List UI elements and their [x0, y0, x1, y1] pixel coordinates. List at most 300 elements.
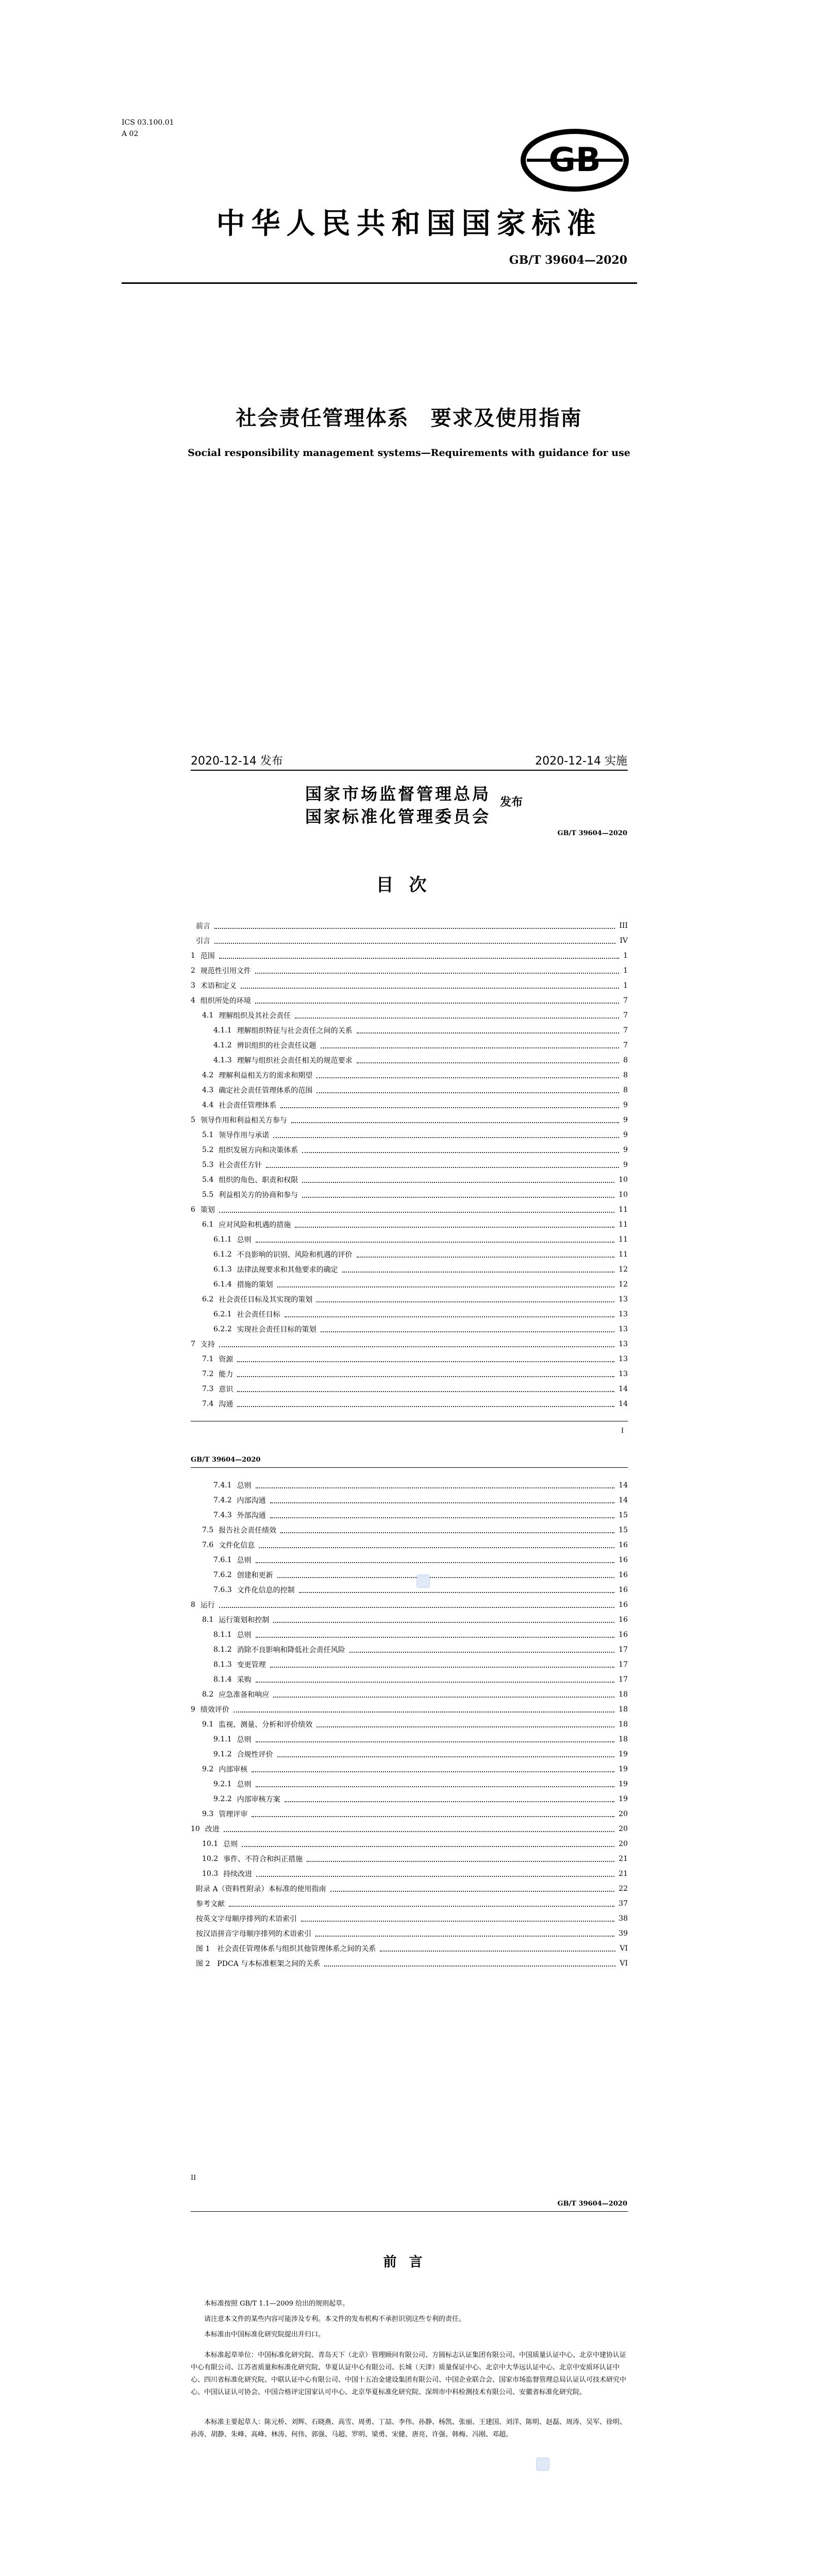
toc-entry-page: 7 [623, 996, 628, 1005]
toc-entry[interactable] [191, 1173, 628, 1187]
toc-leader-dots [285, 1311, 615, 1317]
standard-title: 中华人民共和国国家标准 [216, 207, 602, 241]
toc-entry[interactable] [191, 1337, 628, 1351]
toc-leader-dots [342, 1266, 615, 1273]
toc-entry[interactable] [191, 979, 628, 992]
toc-entry[interactable] [191, 994, 628, 1007]
toc-entry[interactable] [191, 1897, 628, 1910]
toc-entry-label: 策划 [200, 1206, 215, 1214]
toc-entry[interactable] [191, 1278, 628, 1291]
toc-entry-label: 图 1 社会责任管理体系与组织其他管理体系之间的关系 [196, 1945, 376, 1953]
toc-entry-page: 39 [619, 1929, 628, 1938]
toc-entry[interactable] [191, 1218, 628, 1231]
toc-entry-label: 前言 [196, 922, 210, 930]
toc-entry-page: 7 [623, 1011, 628, 1020]
toc-entry-page: 14 [619, 1481, 628, 1489]
toc-entry-number: 6.2.2 [213, 1325, 232, 1333]
toc-entry[interactable] [191, 919, 628, 933]
toc-entry-page: 17 [619, 1660, 628, 1669]
toc-entry[interactable] [191, 1382, 628, 1396]
page-number: II [191, 2174, 196, 2182]
toc-entry-number: 4 [191, 996, 195, 1005]
toc-leader-dots [214, 923, 615, 929]
toc-entry-number: 5.3 [202, 1161, 214, 1169]
toc-entry[interactable] [191, 1248, 628, 1261]
toc-entry-number: 7.4.3 [213, 1511, 232, 1519]
foreword-title: 前言 [383, 2255, 435, 2270]
issuer-name-2: 国家标准化管理委员会 [305, 807, 491, 826]
toc-entry-page: 9 [623, 1116, 628, 1124]
issue-label: 发布 [500, 795, 523, 809]
toc-entry-number: 7.6.1 [213, 1556, 232, 1564]
toc-entry-number: 7.2 [202, 1370, 214, 1378]
toc-entry-label: 内部审核方案 [237, 1795, 280, 1804]
toc-entry-label: 引言 [196, 937, 210, 945]
toc-entry-page: 8 [623, 1056, 628, 1064]
toc-entry[interactable] [191, 1069, 628, 1082]
foreword-paragraph: 本标准由中国标准化研究院提出并归口。 [204, 2331, 325, 2338]
toc-entry-label: 总则 [237, 1781, 252, 1789]
date-divider [191, 770, 628, 771]
page-header-number: GB/T 39604—2020 [557, 829, 627, 837]
toc-entry[interactable] [191, 1583, 628, 1597]
toc-entry[interactable] [191, 1233, 628, 1246]
toc-entry-label: 理解组织特征与社会责任之间的关系 [237, 1027, 353, 1035]
toc-entry-number: 9.1.2 [213, 1750, 232, 1758]
toc-entry-number: 7.4.1 [213, 1481, 232, 1489]
toc-entry[interactable] [191, 1494, 628, 1507]
toc-leader-dots [299, 1587, 615, 1593]
toc-entry[interactable] [191, 1523, 628, 1537]
toc-entry-label: 总则 [223, 1840, 238, 1849]
toc-entry-label: 图 2 PDCA 与本标准框架之间的关系 [196, 1960, 321, 1968]
toc-leader-dots [302, 1177, 614, 1183]
toc-entry[interactable] [191, 1673, 628, 1686]
toc-leader-dots [270, 1512, 615, 1518]
toc-entry-page: 13 [619, 1370, 628, 1378]
toc-entry-page: 16 [619, 1631, 628, 1639]
toc-entry-number: 9.1.1 [213, 1735, 232, 1743]
toc-entry[interactable] [191, 1643, 628, 1656]
toc-leader-dots [237, 1371, 614, 1377]
toc-leader-dots [330, 1886, 615, 1892]
toc-leader-dots [270, 1497, 615, 1503]
gb-logo-text: GB [548, 141, 601, 179]
toc-entry-label: 绩效评价 [200, 1706, 229, 1714]
toc-entry-number: 6.1.4 [213, 1280, 232, 1289]
toc-entry[interactable] [191, 1308, 628, 1321]
toc-entry-label: 范围 [200, 952, 215, 960]
toc-entry[interactable] [191, 1867, 628, 1880]
toc-leader-dots [301, 1916, 614, 1922]
toc-entry-label: 消除不良影响和降低社会责任风险 [237, 1646, 345, 1654]
toc-entry-page: 1 [623, 967, 628, 975]
toc-entry[interactable] [191, 1598, 628, 1612]
toc-entry-number: 5.2 [202, 1146, 214, 1154]
toc-entry-number: 6.2.1 [213, 1310, 232, 1318]
toc-entry[interactable] [191, 1613, 628, 1626]
toc-entry[interactable] [191, 1882, 628, 1895]
toc-leader-dots [357, 1251, 615, 1258]
toc-entry-number: 10.1 [202, 1840, 219, 1848]
toc-entry[interactable] [191, 1658, 628, 1671]
toc-entry[interactable] [191, 1628, 628, 1641]
cover-divider [122, 282, 637, 284]
toc-entry[interactable] [191, 1912, 628, 1925]
toc-entry-page: 18 [619, 1705, 628, 1714]
toc-entry-page: 17 [619, 1646, 628, 1654]
watermark-icon [416, 1574, 430, 1588]
toc-entry-page: 11 [619, 1250, 628, 1259]
toc-entry-number: 1 [191, 952, 195, 960]
toc-entry-label: 利益相关方的协商和参与 [219, 1191, 298, 1199]
toc-entry[interactable] [191, 1762, 628, 1776]
toc-leader-dots [277, 1572, 615, 1578]
foreword-paragraph: 本标准按照 GB/T 1.1—2009 给出的规则起草。 [204, 2300, 349, 2308]
toc-entry-page: 13 [619, 1325, 628, 1333]
toc-entry-page: 18 [619, 1690, 628, 1699]
toc-entry-label: 理解与组织社会责任相关的规范要求 [237, 1057, 353, 1065]
toc-entry-label: 支持 [200, 1341, 215, 1349]
toc-entry[interactable] [191, 1852, 628, 1866]
toc-entry-page: 7 [623, 1026, 628, 1035]
toc-entry-label: 事件、不符合和纠正措施 [223, 1855, 303, 1863]
page-header-number: GB/T 39604—2020 [557, 2200, 627, 2208]
toc-leader-dots [273, 1691, 614, 1698]
toc-entry[interactable] [191, 1538, 628, 1552]
toc-leader-dots [273, 1617, 614, 1623]
toc-entry[interactable] [191, 1397, 628, 1411]
toc-entry-page: 15 [619, 1526, 628, 1534]
toc-entry[interactable] [191, 1203, 628, 1216]
toc-entry-label: 运行 [200, 1601, 215, 1609]
toc-entry[interactable] [191, 1352, 628, 1366]
toc-leader-dots [229, 1901, 614, 1907]
toc-leader-dots [277, 1281, 615, 1287]
toc-entry-number: 8.1.3 [213, 1660, 232, 1669]
toc-entry[interactable] [191, 1293, 628, 1306]
toc-leader-dots [237, 1386, 614, 1392]
toc-leader-dots [256, 1736, 615, 1742]
toc-entry[interactable] [191, 1568, 628, 1582]
toc-entry[interactable] [191, 1024, 628, 1037]
toc-entry-number: 2 [191, 967, 195, 975]
toc-entry-page: 37 [619, 1900, 628, 1908]
toc-entry-number: 10.3 [202, 1870, 219, 1878]
toc-leader-dots [280, 1527, 614, 1533]
toc-entry-label: 改进 [205, 1825, 220, 1834]
toc-entry[interactable] [191, 1688, 628, 1701]
toc-entry-page: 10 [619, 1191, 628, 1199]
toc-entry-page: 14 [619, 1400, 628, 1408]
toc-entry-page: 15 [619, 1511, 628, 1519]
toc-entry-page: 22 [619, 1885, 628, 1893]
toc-entry[interactable] [191, 949, 628, 962]
toc-leader-dots [295, 1012, 619, 1019]
toc-leader-dots [324, 1960, 615, 1967]
toc-entry-page: 1 [623, 952, 628, 960]
toc-entry-number: 8.1 [202, 1616, 214, 1624]
toc-entry-label: 意识 [219, 1385, 233, 1394]
toc-leader-dots [380, 1945, 615, 1952]
toc-entry-page: 10 [619, 1176, 628, 1184]
toc-entry-page: 13 [619, 1295, 628, 1303]
toc-entry-page: 16 [619, 1556, 628, 1564]
toc-entry-page: 21 [619, 1870, 628, 1878]
toc-leader-dots [256, 1871, 614, 1877]
toc-leader-dots [237, 1401, 614, 1407]
toc-entry-number: 6.1.3 [213, 1265, 232, 1274]
toc-entry-number: 4.1.2 [213, 1041, 232, 1049]
toc-entry-label: 报告社会责任绩效 [219, 1527, 277, 1535]
toc-entry-page: 14 [619, 1496, 628, 1504]
toc-entry[interactable] [191, 1703, 628, 1716]
toc-entry-page: 9 [623, 1131, 628, 1139]
toc-leader-dots [237, 1356, 614, 1362]
toc-entry-label: 应急准备和响应 [219, 1691, 270, 1699]
toc-entry-page: 8 [623, 1086, 628, 1094]
toc-entry-label: 附录 A（资料性附录）本标准的使用指南 [196, 1885, 326, 1893]
document-title-en: Social responsibility management systems—Requirements with guidance for use [188, 447, 630, 459]
toc-leader-dots [273, 1132, 619, 1138]
toc-entry-page: 16 [619, 1601, 628, 1609]
toc-entry-label: 社会责任管理体系 [219, 1101, 277, 1110]
toc-entry[interactable] [191, 1942, 628, 1955]
toc-entry-label: 法律法规要求和其他要求的确定 [237, 1266, 338, 1274]
toc-entry[interactable] [191, 1718, 628, 1731]
toc-leader-dots [256, 1781, 615, 1787]
toc-leader-dots [255, 968, 619, 974]
ccs-code: A 02 [122, 130, 139, 138]
toc-entry-page: 20 [619, 1810, 628, 1818]
toc-leader-dots [302, 1192, 614, 1198]
toc-entry-number: 4.3 [202, 1086, 214, 1094]
toc-leader-dots [302, 1147, 619, 1153]
toc-entry-label: 创建和更新 [237, 1571, 273, 1580]
toc-entry-page: 11 [619, 1221, 628, 1229]
toc-entry-number: 6.1 [202, 1221, 214, 1229]
toc-entry[interactable] [191, 1323, 628, 1336]
toc-entry-number: 9.1 [202, 1720, 214, 1728]
toc-entry-page: 16 [619, 1541, 628, 1549]
toc-entry[interactable] [191, 1158, 628, 1172]
toc-entry-number: 7.6.2 [213, 1571, 232, 1579]
toc-entry-label: 实现社会责任目标的策划 [237, 1326, 316, 1334]
toc-leader-dots [291, 1117, 619, 1123]
toc-entry-label: 文件化信息 [219, 1541, 255, 1550]
toc-entry[interactable] [191, 1733, 628, 1746]
foreword-paragraph: 请注意本文件的某些内容可能涉及专利。本文件的发布机构不承担识别这些专利的责任。 [204, 2315, 466, 2323]
toc-entry-page: 13 [619, 1340, 628, 1348]
toc-entry-page: 13 [619, 1355, 628, 1363]
toc-entry-label: 文件化信息的控制 [237, 1586, 295, 1595]
toc-leader-dots [255, 997, 619, 1004]
toc-leader-dots [357, 1027, 619, 1033]
toc-leader-dots [241, 982, 619, 989]
toc-entry[interactable] [191, 934, 628, 947]
toc-entry-label: 确定社会责任管理体系的范围 [219, 1087, 313, 1095]
toc-entry-number: 6.2 [202, 1295, 214, 1303]
toc-entry-label: 社会责任目标 [237, 1311, 280, 1319]
toc-entry-page: 16 [619, 1616, 628, 1624]
toc-entry[interactable] [191, 1143, 628, 1157]
toc-entry[interactable] [191, 1509, 628, 1522]
toc-leader-dots [214, 938, 615, 944]
toc-entry-page: 12 [619, 1280, 628, 1289]
toc-entry-label: 领导作用和利益相关方参与 [200, 1116, 287, 1125]
toc-entry-label: 采购 [237, 1676, 252, 1684]
toc-leader-dots [285, 1796, 615, 1802]
toc-entry-number: 5.4 [202, 1176, 214, 1184]
toc-entry-label: 不良影响的识别、风险和机遇的评价 [237, 1251, 353, 1259]
toc-entry-number: 8.1.2 [213, 1646, 232, 1654]
toc-entry-page: 14 [619, 1385, 628, 1393]
toc-entry[interactable] [191, 1054, 628, 1067]
toc-entry-page: III [619, 922, 628, 930]
toc-entry[interactable] [191, 1039, 628, 1052]
toc-entry-label: 组织所处的环境 [200, 997, 251, 1005]
toc-entry-number: 3 [191, 981, 195, 990]
toc-entry[interactable] [191, 1822, 628, 1836]
toc-entry-label: 监视、测量、分析和评价绩效 [219, 1721, 313, 1729]
toc-entry-number: 8.1.1 [213, 1631, 232, 1639]
toc-entry-label: 沟通 [219, 1400, 233, 1409]
toc-entry-label: 持续改进 [223, 1870, 253, 1878]
issuer-name-1: 国家市场监督管理总局 [305, 784, 491, 804]
toc-leader-dots [357, 1057, 619, 1063]
toc-entry-label: 管理评审 [219, 1810, 248, 1819]
toc-entry[interactable] [191, 1792, 628, 1806]
toc-leader-dots [316, 1296, 614, 1302]
toc-entry-number: 6.1.2 [213, 1250, 232, 1259]
toc-entry-page: 38 [619, 1914, 628, 1923]
toc-entry-number: 9.2.1 [213, 1780, 232, 1788]
toc-leader-dots [316, 1087, 619, 1093]
toc-entry-label: 术语和定义 [200, 982, 237, 990]
toc-entry-number: 9.2.2 [213, 1795, 232, 1803]
toc-entry[interactable] [191, 1479, 628, 1492]
toc-entry-number: 10.2 [202, 1855, 219, 1863]
toc-leader-dots [219, 1602, 614, 1608]
toc-entry[interactable] [191, 1807, 628, 1821]
toc-entry-label: 辨识组织的社会责任议题 [237, 1042, 316, 1050]
toc-entry-label: 变更管理 [237, 1661, 266, 1669]
toc-leader-dots [256, 1632, 615, 1638]
toc-entry-label: 总则 [237, 1236, 252, 1244]
toc-leader-dots [256, 1557, 615, 1563]
toc-entry-number: 4.4 [202, 1101, 214, 1109]
toc-leader-dots [219, 1207, 614, 1213]
toc-entry-number: 7.3 [202, 1385, 214, 1393]
toc-entry-number: 7.6 [202, 1541, 214, 1549]
toc-entry[interactable] [191, 1128, 628, 1142]
toc-entry-page: 8 [623, 1071, 628, 1079]
toc-entry-page: IV [620, 937, 628, 945]
toc-entry-label: 组织的角色、职责和权限 [219, 1176, 298, 1184]
toc-entry-page: 13 [619, 1310, 628, 1318]
toc-leader-dots [315, 1930, 614, 1937]
toc-entry-page: 19 [619, 1765, 628, 1773]
toc-entry-label: 规范性引用文件 [200, 967, 251, 975]
toc-entry-number: 4.2 [202, 1071, 214, 1079]
toc-entry-label: 能力 [219, 1370, 233, 1379]
toc-entry-label: 措施的策划 [237, 1281, 273, 1289]
toc-entry-page: 1 [623, 981, 628, 990]
toc-entry[interactable] [191, 1748, 628, 1761]
toc-entry-page: 21 [619, 1855, 628, 1863]
toc-entry[interactable] [191, 1263, 628, 1276]
toc-entry-number: 4.1.3 [213, 1056, 232, 1064]
toc-entry-label: 总则 [237, 1482, 252, 1490]
toc-entry[interactable] [191, 1083, 628, 1097]
toc-leader-dots [307, 1856, 614, 1862]
toc-entry-label: 总则 [237, 1556, 252, 1565]
toc-entry-number: 5.1 [202, 1131, 214, 1139]
toc-entry[interactable] [191, 1367, 628, 1381]
toc-entry[interactable] [191, 1553, 628, 1567]
toc-leader-dots [349, 1647, 615, 1653]
toc-leader-dots [219, 953, 619, 959]
toc-entry-number: 9.2 [202, 1765, 214, 1773]
toc-entry-label: 领导作用与承诺 [219, 1131, 270, 1140]
toc-entry-label: 内部沟通 [237, 1497, 266, 1505]
toc-leader-dots [224, 1826, 614, 1832]
toc-entry-page: VI [620, 1959, 628, 1968]
toc-entry[interactable] [191, 1009, 628, 1022]
page-number: I [621, 1427, 624, 1435]
foreword-paragraph: 本标准主要起草人：陈元桥、刘辉、石晓燕、高雪、周勇、丁喆、李伟、孙静、杨凯、张丽、王建国、刘洋、陈明、赵磊、周涛、吴军、徐明、孙涛、胡静、朱峰、高峰、林涛、何伟、郭强、马超、罗明、梁勇、宋健、唐亮、许强、韩梅、冯刚、邓超。 [191, 2418, 627, 2438]
toc-entry-label: 外部沟通 [237, 1512, 266, 1520]
toc-entry-number: 5.5 [202, 1191, 214, 1199]
toc-entry-number: 7.5 [202, 1526, 214, 1534]
toc-entry-page: 7 [623, 1041, 628, 1049]
toc-entry-page: 16 [619, 1586, 628, 1594]
toc-entry-page: 9 [623, 1146, 628, 1154]
ics-code: ICS 03.100.01 [122, 118, 174, 127]
toc-entry-label: 理解利益相关方的需求和期望 [219, 1072, 313, 1080]
toc-leader-dots [233, 1706, 614, 1713]
toc-entry-label: 合规性评价 [237, 1751, 273, 1759]
toc-leader-dots [259, 1542, 614, 1548]
document-title-cn: 社会责任管理体系 要求及使用指南 [236, 406, 582, 430]
toc-leader-dots [270, 1662, 615, 1668]
toc-entry-number: 8.2 [202, 1690, 214, 1699]
toc-entry[interactable] [191, 1188, 628, 1201]
toc-entry-label: 社会责任方针 [219, 1161, 262, 1170]
toc-entry[interactable] [191, 1927, 628, 1940]
toc-entry-number: 8 [191, 1601, 195, 1609]
standard-number: GB/T 39604—2020 [509, 253, 627, 267]
toc-entry[interactable] [191, 1098, 628, 1112]
toc-entry-page: 19 [619, 1795, 628, 1803]
implement-date: 2020-12-14 实施 [535, 755, 627, 768]
toc-entry[interactable] [191, 1113, 628, 1127]
toc-entry-label: 理解组织及其社会责任 [219, 1012, 291, 1020]
toc-entry-label: 社会责任目标及其实现的策划 [219, 1296, 313, 1304]
toc-leader-dots [266, 1162, 619, 1168]
toc-entry-number: 6.1.1 [213, 1235, 232, 1244]
toc-leader-dots [256, 1676, 615, 1683]
toc-entry-number: 8.1.4 [213, 1675, 232, 1684]
toc-leader-dots [280, 1102, 619, 1108]
toc-entry[interactable] [191, 964, 628, 977]
toc-entry[interactable] [191, 1777, 628, 1791]
toc-leader-dots [277, 1751, 615, 1757]
toc-entry[interactable] [191, 1957, 628, 1970]
toc-entry[interactable] [191, 1837, 628, 1851]
toc-entry-number: 7.6.3 [213, 1586, 232, 1594]
publish-date: 2020-12-14 发布 [191, 755, 283, 768]
